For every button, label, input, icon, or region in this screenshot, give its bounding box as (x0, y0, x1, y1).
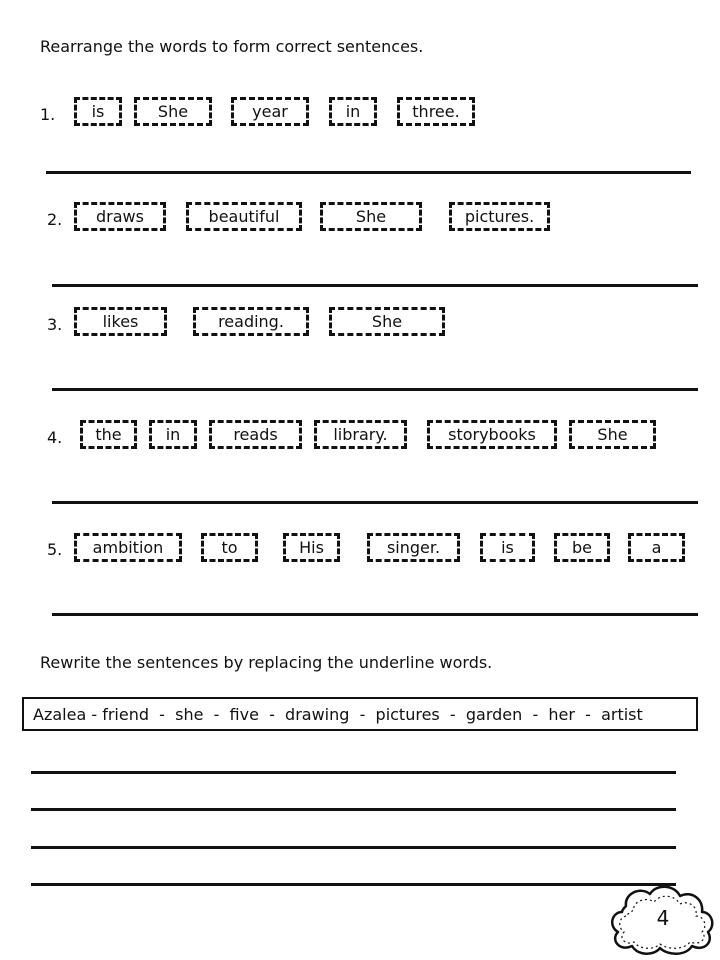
word-box[interactable]: be (554, 533, 610, 562)
writing-line[interactable] (31, 771, 676, 774)
answer-line[interactable] (52, 284, 698, 287)
word-box[interactable]: pictures. (449, 202, 550, 231)
word-box[interactable]: She (134, 97, 212, 126)
page-number: 4 (656, 906, 670, 930)
word-box[interactable]: beautiful (186, 202, 302, 231)
answer-line[interactable] (52, 613, 698, 616)
writing-line[interactable] (31, 846, 676, 849)
word-box[interactable]: in (329, 97, 377, 126)
answer-line[interactable] (46, 171, 691, 174)
word-box[interactable]: She (320, 202, 422, 231)
word-bank: Azalea - friend - she - five - drawing - pictures - garden - her - artist (22, 697, 698, 731)
word-box[interactable]: reads (209, 420, 302, 449)
writing-line[interactable] (31, 883, 676, 886)
word-box[interactable]: library. (314, 420, 407, 449)
word-box[interactable]: a (628, 533, 685, 562)
word-box[interactable]: is (74, 97, 122, 126)
word-box[interactable]: year (231, 97, 309, 126)
word-box[interactable]: She (569, 420, 656, 449)
word-box[interactable]: the (80, 420, 137, 449)
word-box[interactable]: ambition (74, 533, 182, 562)
word-box[interactable]: singer. (367, 533, 460, 562)
word-box[interactable]: is (480, 533, 535, 562)
question-number-1: 1. (40, 105, 56, 124)
word-box[interactable]: likes (74, 307, 167, 336)
section1-instruction: Rearrange the words to form correct sentences. (40, 37, 424, 56)
word-box[interactable]: storybooks (427, 420, 557, 449)
answer-line[interactable] (52, 388, 698, 391)
writing-line[interactable] (31, 808, 676, 811)
question-number-4: 4. (47, 428, 63, 447)
answer-line[interactable] (52, 501, 698, 504)
word-box[interactable]: reading. (193, 307, 309, 336)
word-box[interactable]: His (283, 533, 340, 562)
word-box[interactable]: She (329, 307, 445, 336)
word-box[interactable]: three. (397, 97, 475, 126)
word-box[interactable]: in (149, 420, 197, 449)
word-box[interactable]: to (201, 533, 258, 562)
word-box[interactable]: draws (74, 202, 166, 231)
question-number-3: 3. (47, 315, 63, 334)
section2-instruction: Rewrite the sentences by replacing the underline words. (40, 653, 493, 672)
question-number-2: 2. (47, 210, 63, 229)
question-number-5: 5. (47, 540, 63, 559)
